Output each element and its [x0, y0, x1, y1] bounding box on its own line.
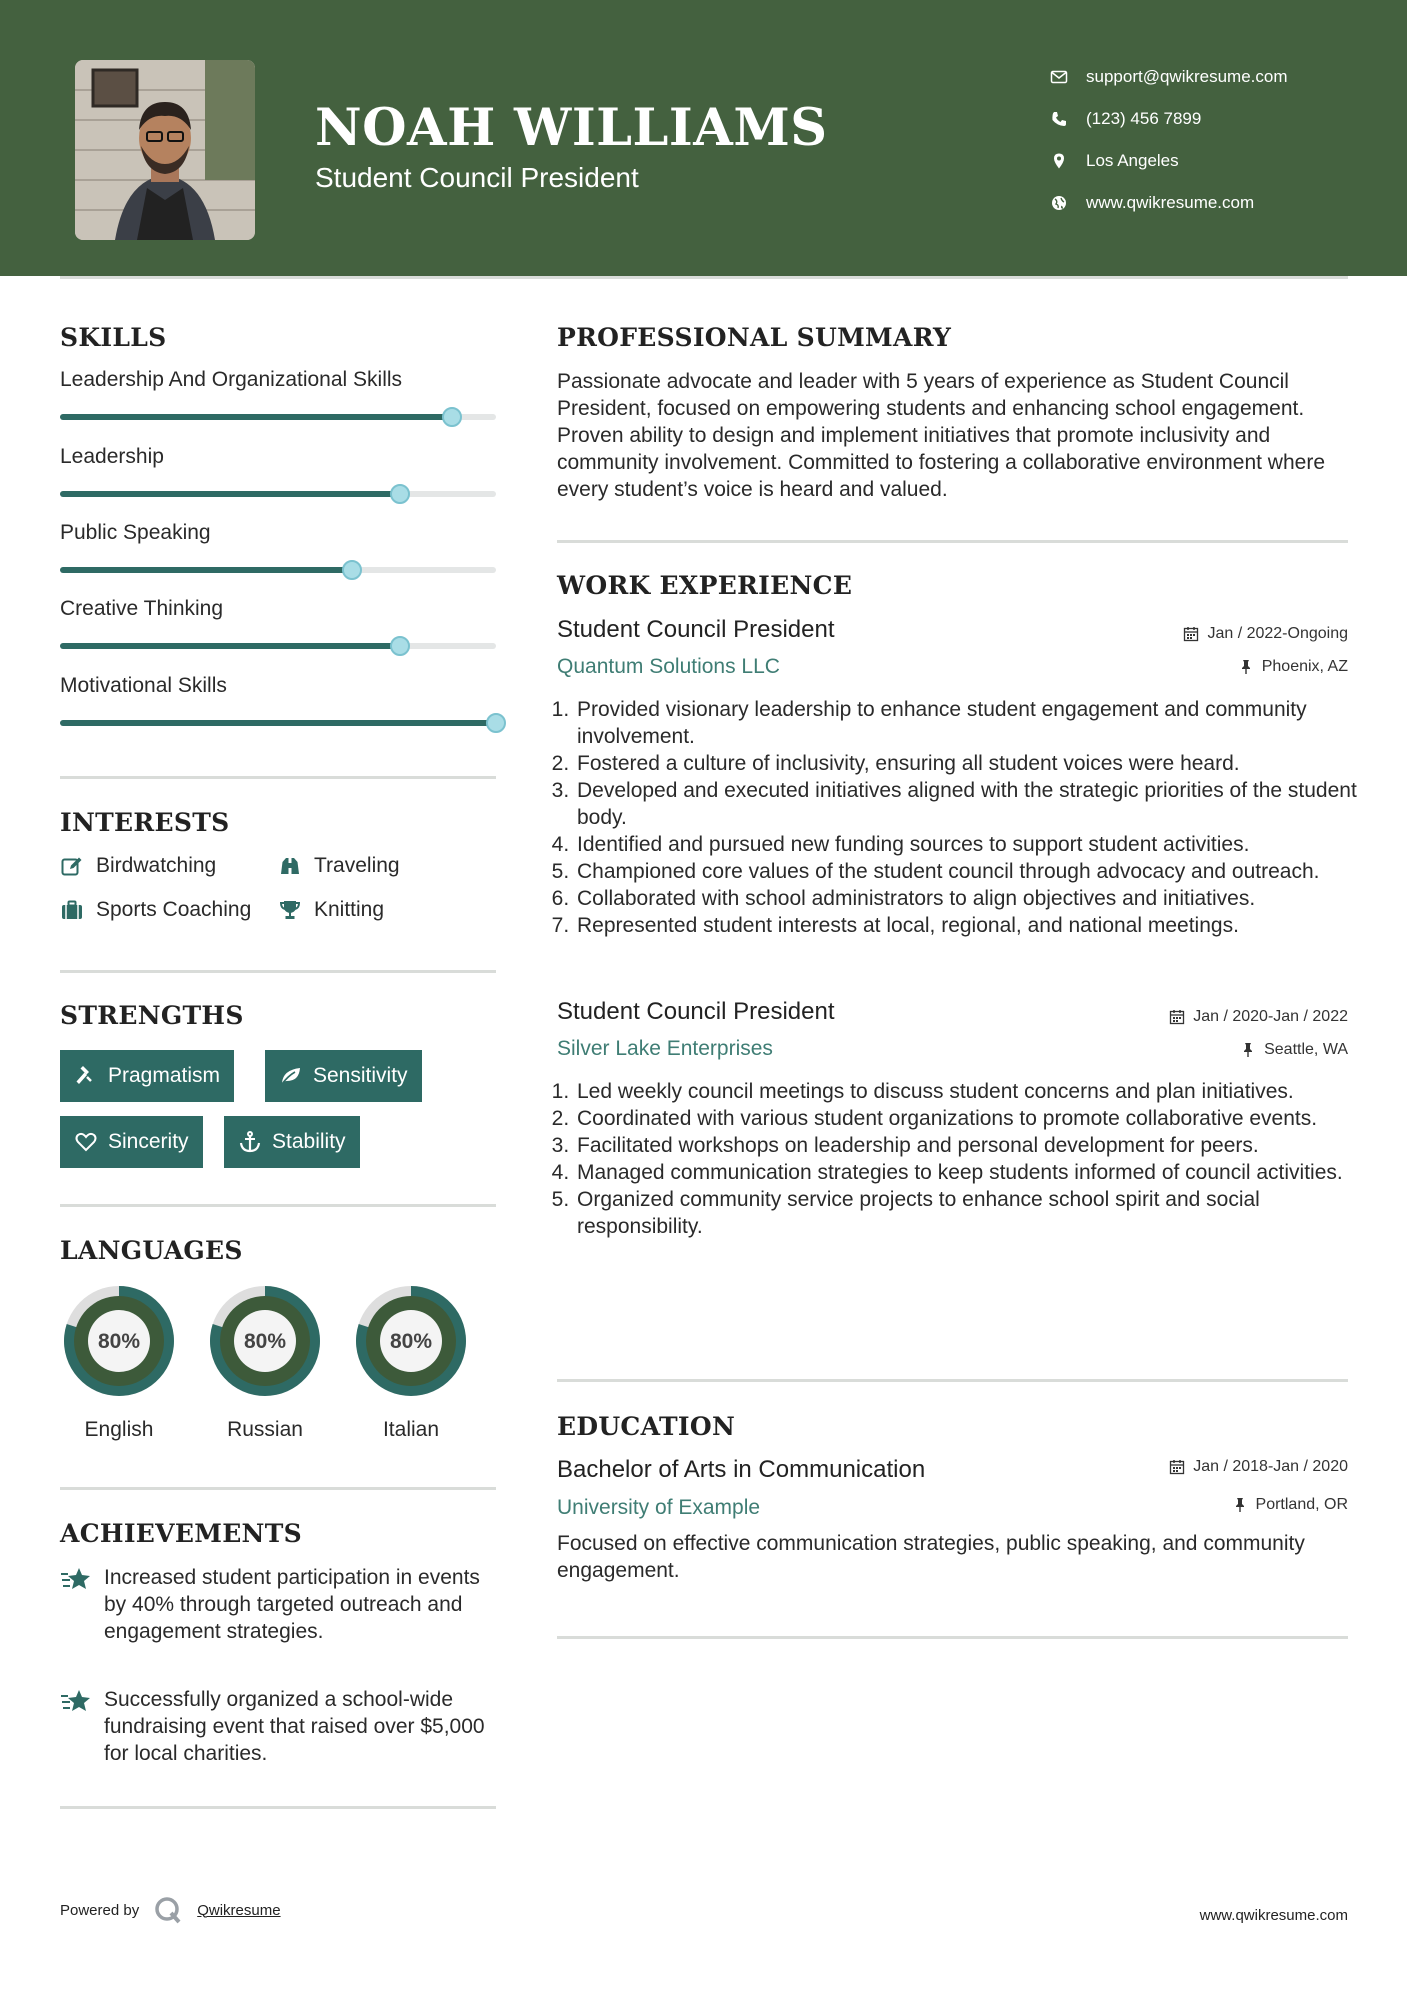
calendar-icon — [1169, 1459, 1185, 1475]
job-title: Student Council President — [557, 998, 835, 1025]
job-bullets — [557, 696, 1357, 939]
skill-bar — [60, 643, 496, 649]
footer-powered-by — [60, 1895, 281, 1925]
skill-bar-fill — [60, 491, 400, 497]
strength-label: Pragmatism — [108, 1064, 221, 1087]
skill-bar-knob — [342, 560, 362, 580]
star-icon — [60, 1686, 92, 1718]
edit-icon — [60, 854, 84, 878]
language-item — [204, 1280, 326, 1442]
interest-item — [60, 854, 216, 878]
contact-email[interactable] — [1050, 56, 1288, 98]
education-dates — [1169, 1458, 1348, 1476]
language-item — [350, 1280, 472, 1442]
language-donut — [58, 1280, 180, 1402]
skill-bar — [60, 414, 496, 420]
education-heading: EDUCATION — [557, 1412, 736, 1441]
company-name: Quantum Solutions LLC — [557, 655, 780, 678]
powered-by-text: Powered by — [60, 1901, 140, 1919]
languages-heading: LANGUAGES — [60, 1236, 243, 1265]
section-divider — [60, 1806, 496, 1809]
language-name: English — [84, 1418, 154, 1441]
skill-name: Public Speaking — [60, 521, 211, 544]
skill-bar-fill — [60, 720, 496, 726]
company-name: Silver Lake Enterprises — [557, 1037, 773, 1060]
job-dates — [1169, 1008, 1348, 1026]
pushpin-icon — [1238, 659, 1254, 675]
briefcase-icon — [60, 898, 84, 922]
strengths-heading: STRENGTHS — [60, 1001, 244, 1030]
job-location — [1238, 658, 1348, 676]
job-bullet: 2. Fostered a culture of inclusivity, ensuring all student voices were heard. — [575, 750, 1357, 777]
language-donut — [204, 1280, 326, 1402]
job-location — [1240, 1041, 1348, 1059]
footer-brand-link[interactable]: Qwikresume — [197, 1901, 281, 1919]
job-bullet: 2. Coordinated with various student organizations to promote collaborative events. — [575, 1105, 1357, 1132]
envelope-icon — [1050, 68, 1068, 86]
interest-label: Traveling — [314, 854, 400, 877]
skill-name: Leadership — [60, 445, 164, 468]
achievement-text: Increased student participation in events by 40% through targeted outreach and engagement strategies. — [104, 1566, 480, 1643]
skill-bar-fill — [60, 567, 352, 573]
skill-bar — [60, 567, 496, 573]
resume-header — [0, 0, 1407, 276]
interest-item — [278, 898, 384, 922]
language-item — [58, 1280, 180, 1442]
gavel-icon — [74, 1064, 98, 1088]
section-divider — [60, 1204, 496, 1207]
section-divider — [60, 1487, 496, 1490]
job-location-text: Phoenix, AZ — [1261, 658, 1348, 675]
education-location — [1232, 1496, 1348, 1514]
job-location-text: Seattle, WA — [1264, 1041, 1348, 1058]
job-bullet: 4. Managed communication strategies to keep students informed of council activities. — [575, 1159, 1357, 1186]
skill-name: Creative Thinking — [60, 597, 224, 620]
job-bullet: 7. Represented student interests at local, regional, and national meetings. — [575, 912, 1357, 939]
strength-badge — [265, 1050, 422, 1102]
skill-bar — [60, 720, 496, 726]
interest-item — [278, 854, 400, 878]
language-name: Italian — [382, 1418, 440, 1441]
interest-label: Knitting — [314, 898, 385, 921]
contact-phone-text: (123) 456 7899 — [1086, 109, 1202, 128]
language-donut — [350, 1280, 472, 1402]
job-bullet: 1. Provided visionary leadership to enhance student engagement and community involvement. — [575, 696, 1357, 750]
contact-location — [1050, 140, 1288, 182]
interest-item — [60, 898, 251, 922]
pushpin-icon — [1232, 1497, 1248, 1513]
globe-icon — [1050, 194, 1068, 212]
anchor-icon — [238, 1130, 262, 1154]
candidate-name: NOAH WILLIAMS — [315, 98, 828, 158]
summary-heading: PROFESSIONAL SUMMARY — [557, 323, 952, 352]
qwikresume-logo-icon — [153, 1895, 183, 1925]
candidate-title: Student Council President — [315, 162, 639, 193]
language-percent: 80% — [389, 1330, 433, 1353]
experience-heading: WORK EXPERIENCE — [557, 571, 853, 600]
header-divider — [60, 276, 1348, 279]
strength-label: Stability — [272, 1130, 346, 1153]
job-bullet: 3. Facilitated workshops on leadership and personal development for peers. — [575, 1132, 1357, 1159]
job-bullet: 5. Championed core values of the student council through advocacy and outreach. — [575, 858, 1357, 885]
star-icon — [60, 1564, 92, 1596]
achievement-item — [60, 1686, 500, 1767]
job-bullet: 1. Led weekly council meetings to discuss student concerns and plan initiatives. — [575, 1078, 1357, 1105]
skill-bar-knob — [390, 484, 410, 504]
strength-label: Sincerity — [108, 1130, 189, 1153]
skills-heading: SKILLS — [60, 323, 167, 352]
contact-email-text: support@qwikresume.com — [1086, 67, 1288, 86]
job-title: Student Council President — [557, 616, 835, 643]
achievement-text: Successfully organized a school-wide fundraising event that raised over $5,000 for local charities. — [104, 1688, 485, 1765]
strength-label: Sensitivity — [313, 1064, 408, 1087]
interest-label: Sports Coaching — [96, 898, 252, 921]
education-location-text: Portland, OR — [1255, 1496, 1348, 1513]
school-name: University of Example — [557, 1496, 761, 1519]
job-dates-text: Jan / 2020-Jan / 2022 — [1193, 1008, 1348, 1025]
skill-bar-knob — [390, 636, 410, 656]
contact-phone[interactable] — [1050, 98, 1288, 140]
skill-name: Leadership And Organizational Skills — [60, 368, 403, 391]
job-bullet: 5. Organized community service projects to enhance school spirit and social responsibility. — [575, 1186, 1357, 1240]
education-dates-text: Jan / 2018-Jan / 2020 — [1193, 1458, 1348, 1475]
job-bullets — [557, 1078, 1357, 1240]
achievements-heading: ACHIEVEMENTS — [60, 1519, 302, 1548]
skill-bar-knob — [486, 713, 506, 733]
job-dates — [1183, 625, 1348, 643]
calendar-icon — [1183, 626, 1199, 642]
footer-url[interactable]: www.qwikresume.com — [1199, 1907, 1348, 1924]
language-name: Russian — [227, 1418, 303, 1441]
skill-bar-knob — [442, 407, 462, 427]
language-percent: 80% — [97, 1330, 141, 1353]
phone-icon — [1050, 110, 1068, 128]
education-description: Focused on effective communication strategies, public speaking, and community engagement. — [557, 1532, 1305, 1582]
job-bullet: 3. Developed and executed initiatives aligned with the strategic priorities of the student body. — [575, 777, 1357, 831]
degree-title: Bachelor of Arts in Communication — [557, 1456, 926, 1483]
section-divider — [557, 540, 1348, 543]
section-divider — [60, 970, 496, 973]
interest-label: Birdwatching — [96, 854, 217, 877]
skill-bar — [60, 491, 496, 497]
summary-text: Passionate advocate and leader with 5 years of experience as Student Council President, focused on empowering students and enhancing school engagement. Proven ability to design and implement initiatives that promote inclusivity and community involvement. Committed to fostering a collaborative environment where every student’s voice is heard and valued. — [557, 370, 1326, 501]
achievement-item — [60, 1564, 500, 1645]
skill-name: Motivational Skills — [60, 674, 227, 697]
contact-website-text: www.qwikresume.com — [1086, 193, 1255, 212]
job-dates-text: Jan / 2022-Ongoing — [1207, 625, 1348, 642]
section-divider — [557, 1636, 1348, 1639]
section-divider — [557, 1379, 1348, 1382]
interests-heading: INTERESTS — [60, 808, 230, 837]
trophy-icon — [278, 898, 302, 922]
pushpin-icon — [1240, 1042, 1256, 1058]
job-bullet: 4. Identified and pursued new funding sources to support student activities. — [575, 831, 1357, 858]
contact-list — [1050, 56, 1288, 224]
calendar-icon — [1169, 1009, 1185, 1025]
section-divider — [60, 776, 496, 779]
strength-badge — [60, 1116, 203, 1168]
skill-bar-fill — [60, 414, 452, 420]
strength-badge — [60, 1050, 234, 1102]
leaf-icon — [279, 1064, 303, 1088]
binoculars-icon — [278, 854, 302, 878]
language-percent: 80% — [243, 1330, 287, 1353]
heart-icon — [74, 1130, 98, 1154]
map-pin-icon — [1050, 152, 1068, 170]
contact-location-text: Los Angeles — [1086, 151, 1179, 170]
profile-photo — [75, 60, 255, 240]
job-bullet: 6. Collaborated with school administrators to align objectives and initiatives. — [575, 885, 1357, 912]
skill-bar-fill — [60, 643, 400, 649]
contact-website[interactable] — [1050, 182, 1288, 224]
strength-badge — [224, 1116, 360, 1168]
